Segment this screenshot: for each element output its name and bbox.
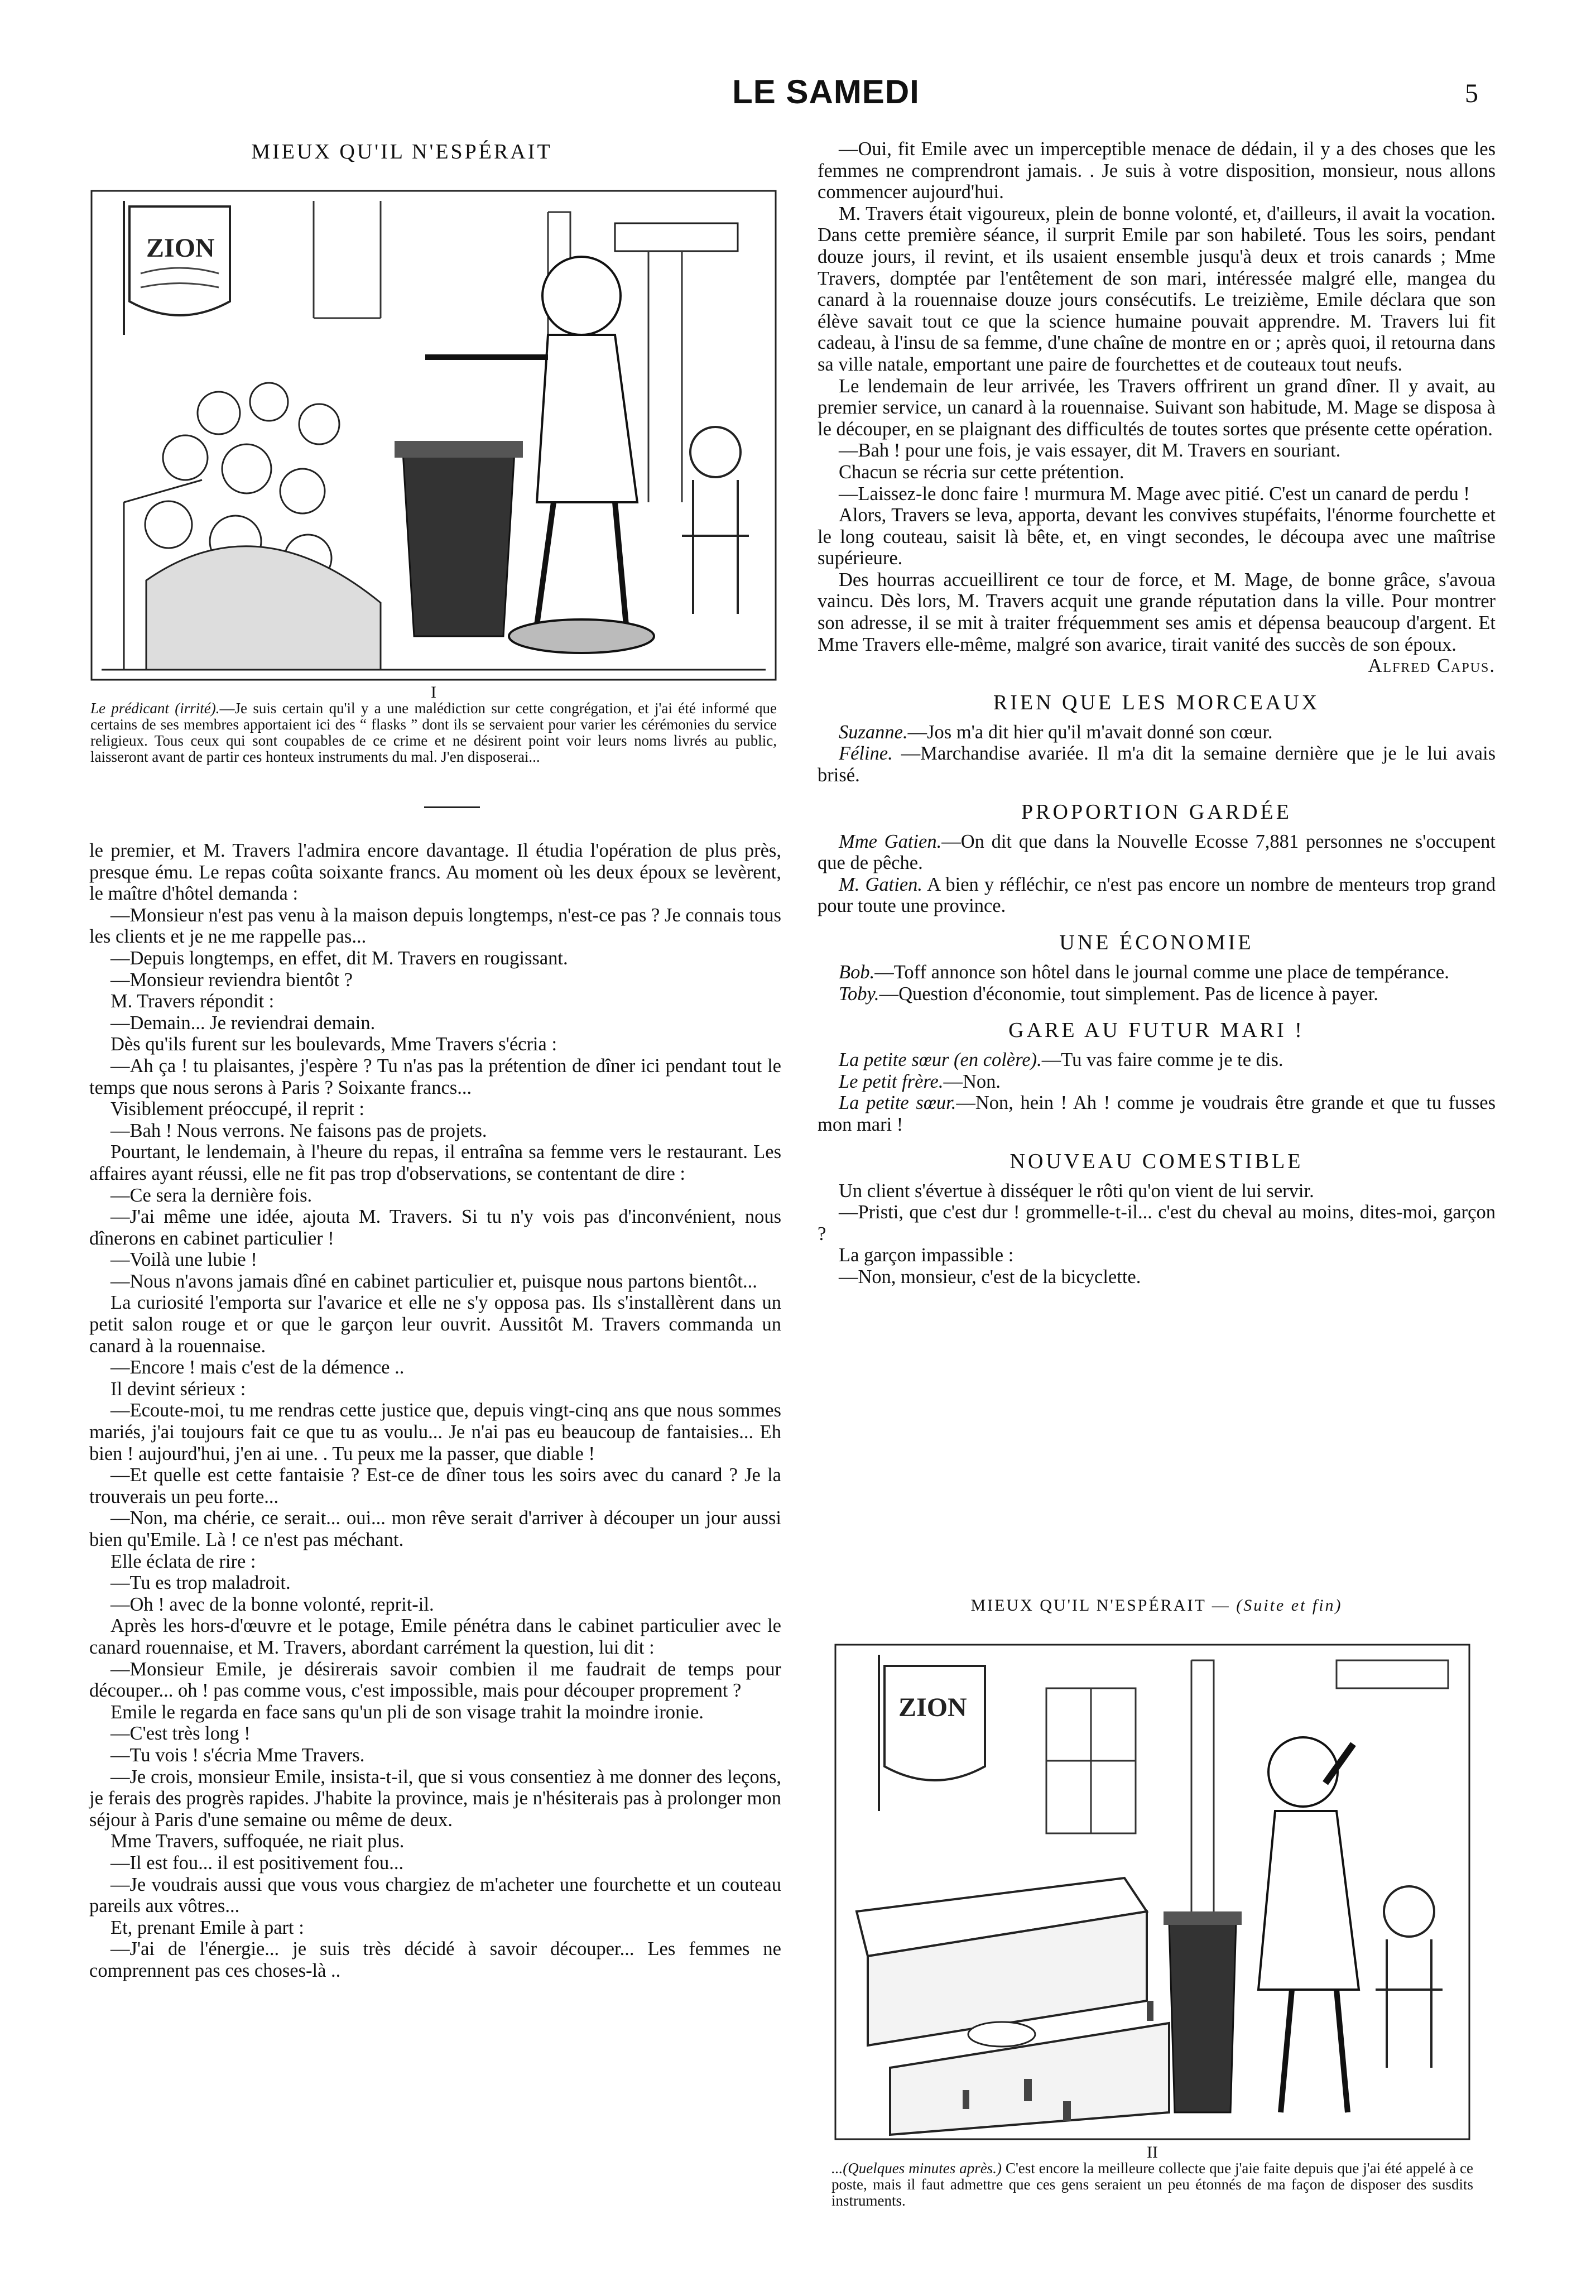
paragraph: —C'est très long ! (110, 1723, 251, 1745)
paragraph: —Je crois, monsieur Emile, insista-t-il, que si vous consentiez à me donner des leçons, je ferais des progrès rapides. J'habite la province, mais je n'hésiterais pas à prolonger mon séjour à Paris d'une semaine ou même de deux. (89, 1766, 781, 1831)
joke-title: UNE ÉCONOMIE (1059, 931, 1254, 954)
paragraph: Et, prenant Emile à part : (110, 1916, 304, 1938)
joke-title: PROPORTION GARDÉE (1021, 800, 1292, 824)
paragraph: —Oh ! avec de la bonne volonté, reprit-il. (110, 1593, 434, 1615)
paragraph: —Voilà une lubie ! (110, 1249, 257, 1271)
paragraph: M. Travers était vigoureux, plein de bonne volonté, et, d'ailleurs, il avait la vocation. Dans cette première séance, il surprit Emile par son habileté. Tous les soirs, pendant douze jours, il revint, et ils usaient ensemble jusqu'à deux et trois canards ; Mme Travers, domptée par l'entêtement de son mari, intéressée malgré elle, mangea du canard à la rouennaise douze jours consécutifs. Le treizième, Emile déclara que son élève savait tout ce que la science humaine pouvait apprendre. M. Travers lui fit cadeau, à l'insu de sa femme, d'une chaîne de montre en or ; après quoi, il retourna dans sa ville natale, emportant une paire de fourchettes et de couteaux tout neufs. (818, 203, 1496, 375)
joke-line: La petite sœur.—Non, hein ! Ah ! comme je voudrais être grande et que tu fusses mon mari ! (818, 1092, 1496, 1135)
paragraph: Chacun se récria sur cette prétention. (839, 461, 1124, 483)
pulpit (395, 441, 523, 636)
paragraph: —Monsieur reviendra bientôt ? (110, 969, 353, 991)
paragraph: —Ah ça ! tu plaisantes, j'espère ? Tu n'as pas la prétention de dîner ici pendant tout le temps que nous serons à Paris ? Soixante francs... (89, 1055, 781, 1098)
paragraph: —Monsieur n'est pas venu à la maison depuis longtemps, n'est-ce pas ? Je connais tous les clients et je ne me rappelle pas... (89, 904, 781, 948)
paragraph: —Et quelle est cette fantaisie ? Est-ce de dîner tous les soirs avec du canard ? Je la trouverais un peu forte... (89, 1464, 781, 1507)
story-title: MIEUX QU'IL N'ESPÉRAIT (251, 140, 552, 164)
caption-2-text: C'est encore la meilleure collecte que j'aie faite depuis que j'ai été appelé à ce poste, mais il faut admettre que ces gens seraient un peu étonnés de ma façon de disposer des susdits instruments. (831, 2160, 1473, 2209)
paragraph: M. Travers répondit : (110, 991, 275, 1012)
joke-line: Le petit frère.—Non. (839, 1070, 1001, 1092)
paragraph: Après les hors-d'œuvre et le potage, Emile pénétra dans le cabinet particulier avec le canard rouennaise, et M. Travers, abordant carrément la question, lui dit : (89, 1615, 781, 1658)
paragraph: Visiblement préoccupé, il reprit : (110, 1098, 364, 1120)
paragraph: Emile le regarda en face sans qu'un pli de son visage trahit la moindre ironie. (110, 1701, 704, 1723)
left-column-text (89, 840, 781, 1981)
joke-title: RIEN QUE LES MORCEAUX (993, 690, 1320, 714)
right-column-text (818, 138, 1496, 1288)
paragraph: Alors, Travers se leva, apporta, devant les convives stupéfaits, l'énorme fourchette et le long couteau, saisit là bête, et, en vingt secondes, le découpa avec une maîtrise supérieure. (818, 505, 1496, 569)
paragraph: —Depuis longtemps, en effet, dit M. Travers en rougissant. (110, 947, 568, 969)
caption-1-text: —Je suis certain qu'il y a une malédiction sur cette congrégation, et j'ai été informé que certains de ses membres apportaient ici des “ flasks ” dont ils se servaient pour varier les cérémonies du service religieux. Tous ceux qui sont coupables de ce crime et ne désirent point voir leurs noms livrés au public, laisseront avant de partir ces honteux instruments du mal. J'en disposerai... (90, 700, 777, 765)
story-title-continued: MIEUX QU'IL N'ESPÉRAIT — (Suite et fin) (970, 1596, 1343, 1615)
paragraph: —Demain... Je reviendrai demain. (110, 1012, 376, 1034)
paragraph: Pourtant, le lendemain, à l'heure du repas, il entraîna sa femme vers le restaurant. Les affaires ayant réussi, elle ne fit pas trop d'observations, se contentant de dire : (89, 1141, 781, 1184)
paragraph: —Encore ! mais c'est de la démence .. (110, 1357, 405, 1378)
caption-2 (831, 2144, 1473, 2209)
joke-line: Bob.—Toff annonce son hôtel dans le journal comme une place de tempérance. (839, 962, 1449, 983)
banner-text: ZION (146, 233, 215, 263)
paragraph: Elle éclata de rire : (110, 1550, 256, 1572)
joke-line: —Non, monsieur, c'est de la bicyclette. (839, 1266, 1141, 1288)
joke-line: Toby.—Question d'économie, tout simplement. Pas de licence à payer. (839, 983, 1378, 1005)
joke-line: M. Gatien. A bien y réfléchir, ce n'est pas encore un nombre de menteurs trop grand pour toute une province. (818, 873, 1496, 917)
caption-2-speaker: ...(Quelques minutes après.) (831, 2160, 1002, 2177)
page-number: 5 (1465, 79, 1478, 108)
caption-1 (90, 684, 777, 765)
joke-line: Un client s'évertue à disséquer le rôti qu'on vient de lui servir. (839, 1180, 1314, 1202)
paragraph: Mme Travers, suffoquée, ne riait plus. (110, 1831, 405, 1852)
paragraph: —Oui, fit Emile avec un imperceptible menace de dédain, il y a des choses que les femmes ne comprendront jamais. . Je suis à votre disposition, monsieur, nous allons commencer aujourd'hui. (818, 138, 1496, 203)
illustration-preacher-collecting (834, 1644, 1470, 2140)
joke-line: La petite sœur (en colère).—Tu vas faire comme je te dis. (839, 1049, 1283, 1071)
joke-line: Mme Gatien.—On dit que dans la Nouvelle Ecosse 7,881 personnes ne s'occupent que de pêche. (818, 830, 1496, 874)
paragraph: le premier, et M. Travers l'admira encore davantage. Il étudia l'opération de plus près, presque ému. Le repas coûta soixante francs. Au moment où les deux époux se levèrent, le maître d'hôtel demanda : (89, 840, 781, 905)
paragraph: —Tu vois ! s'écria Mme Travers. (110, 1744, 365, 1766)
paragraph: —Bah ! Nous verrons. Ne faisons pas de projets. (110, 1120, 487, 1141)
section-divider (424, 806, 480, 808)
paragraph: —Il est fou... il est positivement fou... (110, 1852, 404, 1874)
joke-title: NOUVEAU COMESTIBLE (1009, 1149, 1304, 1173)
paragraph: —Ce sera la dernière fois. (110, 1184, 313, 1206)
paragraph: —Non, ma chérie, ce serait... oui... mon rêve serait d'arriver à découper un jour aussi bien qu'Emile. Là ! ce n'est pas méchant. (89, 1507, 781, 1550)
joke-line: Suzanne.—Jos m'a dit hier qu'il m'avait donné son cœur. (839, 721, 1273, 743)
joke-line: La garçon impassible : (839, 1245, 1014, 1266)
joke-line: Féline. —Marchandise avariée. Il m'a dit la semaine dernière que je le lui avais brisé. (818, 743, 1496, 786)
caption-1-numeral: I (431, 683, 436, 702)
illustration-preacher (90, 190, 777, 681)
paragraph: —Tu es trop maladroit. (110, 1572, 291, 1594)
paragraph: —J'ai de l'énergie... je suis très décidé à savoir découper... Les femmes ne comprennent pas ces choses-là .. (89, 1938, 781, 1981)
paragraph: —Ecoute-moi, tu me rendras cette justice que, depuis vingt-cinq ans que nous sommes mariés, j'ai toujours fait ce que tu as voulu... Je n'ai pas eu beaucoup de fantaisies... Eh bien ! aujourd'hui, j'en ai une. . Tu peux me la passer, que diable ! (89, 1400, 781, 1464)
joke-title: GARE AU FUTUR MARI ! (1008, 1019, 1305, 1043)
caption-1-speaker: Le prédicant (irrité). (90, 700, 220, 717)
paragraph: La curiosité l'emporta sur l'avarice et elle ne s'y opposa pas. Ils s'installèrent dans un petit salon rouge et or que le garçon leur ouvrit. Aussitôt M. Travers commanda un canard à la rouennaise. (89, 1292, 781, 1357)
paragraph: —Monsieur Emile, je désirerais savoir combien il me faudrait de temps pour découper... oh ! pas comme vous, c'est impossible, mais pour découper proprement ? (89, 1658, 781, 1702)
masthead-title: LE SAMEDI (732, 73, 920, 111)
paragraph: —Nous n'avons jamais dîné en cabinet particulier et, puisque nous partons bientôt... (110, 1270, 757, 1292)
paragraph: Le lendemain de leur arrivée, les Travers offrirent un grand dîner. Il y avait, au premier service, un canard à la rouennaise. Suivant son habitude, M. Mage se disposa à le découper, en se plaignant des difficultés de toutes sortes que présente cette opération. (818, 375, 1496, 440)
suite-et-fin: (Suite et fin) (1236, 1596, 1343, 1615)
author-signature: Alfred Capus. (1368, 655, 1496, 677)
caption-2-numeral: II (1147, 2143, 1158, 2161)
joke-line: —Pristi, que c'est dur ! grommelle-t-il... c'est du cheval au moins, dites-moi, garçon ? (818, 1202, 1496, 1245)
paragraph: Des hourras accueillirent ce tour de force, et M. Mage, de bonne grâce, s'avoua vaincu. Dès lors, M. Travers acquit une grande réputation dans la ville. Pour montrer son adresse, il se mit à traiter fréquemment ses amis et dépensa beaucoup d'argent. Et Mme Travers elle-même, malgré son avarice, tirait vanité des succès de son époux. (818, 569, 1496, 655)
paragraph: Il devint sérieux : (110, 1378, 246, 1400)
paragraph: —Je voudrais aussi que vous vous chargiez de m'acheter une fourchette et un couteau pareils aux vôtres... (89, 1874, 781, 1917)
paragraph: —J'ai même une idée, ajouta M. Travers. Si tu n'y vois pas d'inconvénient, nous dînerons en cabinet particulier ! (89, 1206, 781, 1249)
pulpit-2 (1164, 1911, 1242, 2112)
paragraph: Dès qu'ils furent sur les boulevards, Mme Travers s'écria : (110, 1034, 557, 1055)
paragraph: —Laissez-le donc faire ! murmura M. Mage avec pitié. C'est un canard de perdu ! (839, 483, 1470, 505)
paragraph: —Bah ! pour une fois, je vais essayer, dit M. Travers en souriant. (839, 440, 1341, 462)
banner-text-2: ZION (898, 1693, 967, 1722)
